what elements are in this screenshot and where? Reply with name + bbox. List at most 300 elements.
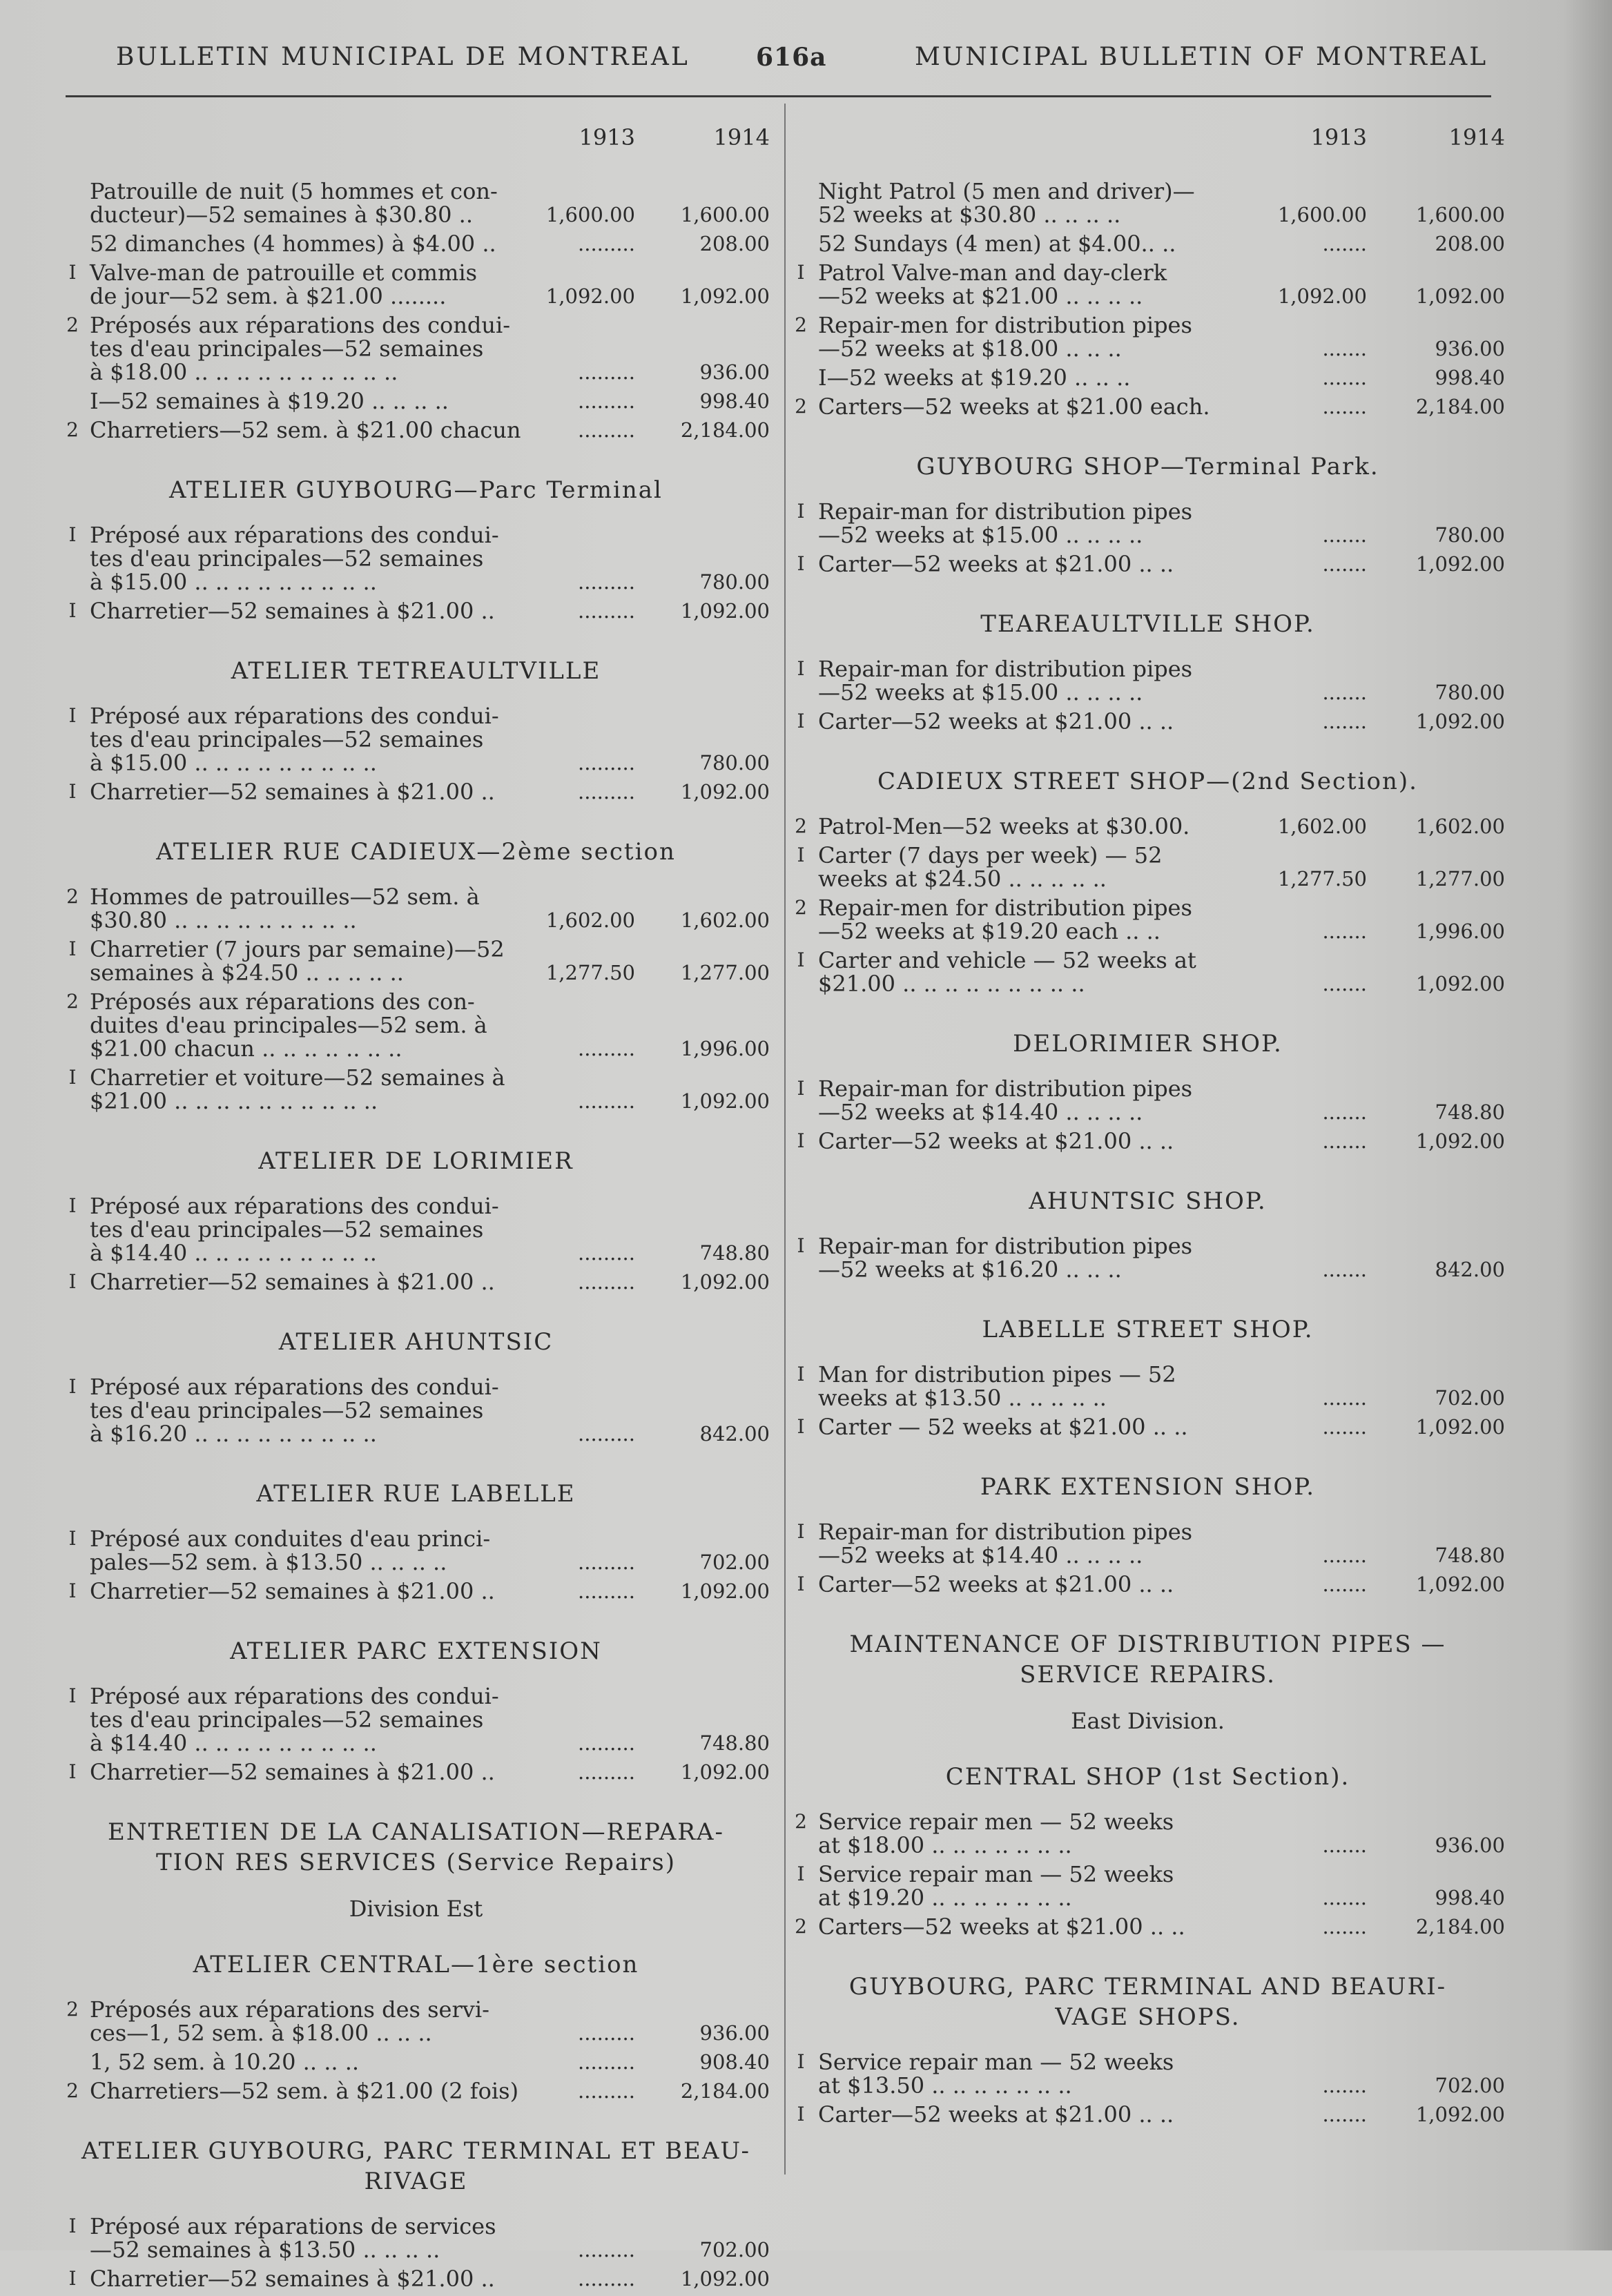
- amount-1914: 1,092.00: [680, 284, 770, 308]
- amount-1914: 702.00: [1435, 1386, 1505, 1410]
- row-description: Night Patrol (5 men and driver)— 52 weeks at $30.80 .. .. .. ..: [818, 178, 1195, 228]
- row-quantity: I: [68, 1194, 77, 1217]
- amount-1914: 1,092.00: [1415, 710, 1505, 733]
- section: [790, 1472, 1505, 1602]
- amount-1914: 1,996.00: [1415, 920, 1505, 943]
- section-title: ATELIER RUE LABELLE: [256, 1480, 576, 1508]
- amount-1913: 1,600.00: [545, 203, 635, 226]
- row-quantity: I: [68, 937, 77, 960]
- row-quantity: I: [797, 844, 805, 866]
- ledger-row: [62, 1579, 770, 1603]
- row-description: Charretier et voiture—52 semaines à $21.00 .. .. .. .. .. .. .. .. .. ..: [90, 1064, 505, 1114]
- amount-1914: 780.00: [1435, 523, 1505, 547]
- ledger-row: [790, 1810, 1505, 1857]
- ledger-row: [62, 704, 770, 775]
- amount-1914: 702.00: [699, 1550, 770, 1574]
- row-quantity: I: [68, 261, 77, 284]
- ledger-row: [790, 179, 1505, 226]
- amount-1913: .......: [1322, 1100, 1367, 1124]
- year-1913: 1913: [1310, 124, 1367, 150]
- section-title: ATELIER PARC EXTENSION: [230, 1637, 602, 1665]
- ledger-row: [790, 232, 1505, 255]
- amount-1914: 998.40: [1435, 1886, 1505, 1909]
- amount-1914: 2,184.00: [680, 2079, 770, 2103]
- section: [790, 1029, 1505, 1158]
- row-quantity: I: [797, 1363, 805, 1385]
- amount-1914: 2,184.00: [1415, 1915, 1505, 1938]
- amount-1914: 936.00: [699, 2021, 770, 2045]
- section-title: CADIEUX STREET SHOP—(2nd Section).: [877, 768, 1418, 795]
- row-description: Carters—52 weeks at $21.00 .. ..: [818, 1914, 1185, 1940]
- amount-1914: 1,602.00: [1415, 815, 1505, 838]
- row-description: Préposé aux réparations des condui- tes d'eau principales—52 semaines à $15.00 .. .. .. .. .. .. .. .. ..: [90, 703, 499, 776]
- amount-1914: 936.00: [699, 360, 770, 384]
- row-quantity: I: [797, 1234, 805, 1257]
- ledger-row: [62, 1194, 770, 1265]
- column-divider: [784, 104, 786, 2175]
- section: [62, 837, 770, 1118]
- row-quantity: I: [797, 1129, 805, 1152]
- section: [62, 1327, 770, 1451]
- amount-1913: .......: [1322, 1573, 1367, 1596]
- amount-1914: 1,277.00: [680, 961, 770, 984]
- row-description: Repair-man for distribution pipes —52 weeks at $14.40 .. .. .. ..: [818, 1519, 1193, 1568]
- amount-1914: 1,092.00: [680, 599, 770, 623]
- ledger-row: [790, 896, 1505, 943]
- amount-1913: 1,092.00: [545, 284, 635, 308]
- amount-1914: 748.80: [699, 1241, 770, 1265]
- row-quantity: 2: [795, 1810, 807, 1833]
- row-description: Charretiers—52 sem. à $21.00 (2 fois): [90, 2078, 519, 2104]
- section-title: AHUNTSIC SHOP.: [1029, 1187, 1267, 1215]
- section: [62, 475, 770, 628]
- ledger-row: [62, 780, 770, 804]
- row-description: I—52 semaines à $19.20 .. .. .. ..: [90, 388, 449, 414]
- ledger-row: [790, 948, 1505, 995]
- row-quantity: 2: [66, 418, 79, 441]
- section: [790, 1186, 1505, 1287]
- amount-1913: .........: [578, 1037, 635, 1060]
- row-description: Service repair men — 52 weeks at $18.00 .. .. .. .. .. .. ..: [818, 1809, 1174, 1858]
- ledger-row: [790, 261, 1505, 308]
- row-quantity: I: [68, 1760, 77, 1783]
- row-description: 52 Sundays (4 men) at $4.00.. ..: [818, 231, 1176, 257]
- page-number: 616a: [756, 43, 827, 72]
- row-description: Carter—52 weeks at $21.00 .. ..: [818, 1128, 1174, 1154]
- section: [62, 1949, 770, 2108]
- header-title-english: MUNICIPAL BULLETIN OF MONTREAL: [915, 43, 1488, 71]
- section-title: ATELIER TETREAULTVILLE: [231, 657, 601, 685]
- section: [790, 1972, 1505, 2132]
- amount-1914: 1,277.00: [1415, 867, 1505, 891]
- ledger-row: [790, 844, 1505, 891]
- ledger-row: [790, 552, 1505, 576]
- section-title: ATELIER CENTRAL—1ère section: [193, 1951, 639, 1978]
- amount-1914: 1,600.00: [1415, 203, 1505, 226]
- amount-1913: .......: [1322, 232, 1367, 255]
- row-description: Carter—52 weeks at $21.00 .. ..: [818, 551, 1174, 577]
- section-title: ENTRETIEN DE LA CANALISATION—REPARA- TION RES SERVICES (Service Repairs): [108, 1818, 724, 1876]
- amount-1914: 1,092.00: [1415, 2103, 1505, 2126]
- ledger-row: [62, 1998, 770, 2045]
- ledger-row: [62, 179, 770, 226]
- amount-1913: .........: [578, 418, 635, 442]
- ledger-row: [62, 885, 770, 932]
- row-quantity: I: [68, 1066, 77, 1089]
- amount-1913: .........: [578, 389, 635, 413]
- amount-1913: .......: [1322, 1886, 1367, 1909]
- amount-1914: 842.00: [699, 1422, 770, 1446]
- section-title: PARK EXTENSION SHOP.: [980, 1473, 1316, 1501]
- section: [790, 1314, 1505, 1444]
- row-quantity: I: [68, 1270, 77, 1293]
- amount-1913: .......: [1322, 1386, 1367, 1410]
- amount-1913: .........: [578, 780, 635, 804]
- amount-1914: 842.00: [1435, 1258, 1505, 1281]
- row-quantity: I: [797, 1862, 805, 1885]
- row-quantity: I: [797, 500, 805, 523]
- row-description: Valve-man de patrouille et commis de jour—52 sem. à $21.00 ........: [90, 260, 478, 309]
- amount-1913: .......: [1322, 1258, 1367, 1281]
- row-quantity: I: [68, 1375, 77, 1398]
- ledger-row: [790, 1234, 1505, 1281]
- row-description: Préposé aux conduites d'eau princi- pales—52 sem. à $13.50 .. .. .. ..: [90, 1526, 491, 1575]
- amount-1913: .........: [578, 1241, 635, 1265]
- amount-1914: 1,996.00: [680, 1037, 770, 1060]
- header-rule: [66, 95, 1491, 97]
- amount-1914: 936.00: [1435, 1833, 1505, 1857]
- row-quantity: I: [797, 1415, 805, 1438]
- year-header: [790, 124, 1505, 179]
- amount-1913: .........: [578, 2238, 635, 2261]
- row-description: Carter—52 weeks at $21.00 .. ..: [818, 708, 1174, 734]
- section-title: LABELLE STREET SHOP.: [982, 1316, 1314, 1343]
- row-description: Hommes de patrouilles—52 sem. à $30.80 .. .. .. .. .. .. .. .. ..: [90, 884, 480, 933]
- row-quantity: I: [68, 1579, 77, 1602]
- row-description: Préposé aux réparations de services —52 semaines à $13.50 .. .. .. ..: [90, 2213, 496, 2263]
- amount-1913: 1,277.50: [545, 961, 635, 984]
- section-title: ATELIER GUYBOURG—Parc Terminal: [169, 476, 663, 504]
- row-quantity: I: [797, 948, 805, 971]
- section-title: ATELIER GUYBOURG, PARC TERMINAL ET BEAU- RIVAGE: [81, 2137, 750, 2195]
- amount-1914: 748.80: [699, 1731, 770, 1755]
- row-description: Patrouille de nuit (5 hommes et con- ducteur)—52 semaines à $30.80 ..: [90, 178, 498, 228]
- ledger-row: [62, 523, 770, 594]
- ledger-row: [62, 937, 770, 984]
- year-1914: 1914: [1448, 124, 1505, 150]
- row-description: Repair-man for distribution pipes —52 weeks at $15.00 .. .. .. ..: [818, 656, 1193, 706]
- section-title: GUYBOURG SHOP—Terminal Park.: [916, 453, 1379, 480]
- amount-1913: 1,602.00: [1277, 815, 1367, 838]
- amount-1913: .........: [578, 1270, 635, 1294]
- amount-1913: .......: [1322, 1544, 1367, 1567]
- amount-1914: 780.00: [699, 751, 770, 775]
- section-title: GUYBOURG, PARC TERMINAL AND BEAURI- VAGE SHOPS.: [848, 1973, 1447, 2031]
- amount-1914: 780.00: [1435, 681, 1505, 704]
- amount-1913: .........: [578, 1760, 635, 1784]
- ledger-row: [62, 389, 770, 413]
- ledger-row: [62, 261, 770, 308]
- amount-1913: .........: [578, 1731, 635, 1755]
- row-quantity: I: [797, 2103, 805, 2125]
- row-description: Carter (7 days per week) — 52 weeks at $24.50 .. .. .. .. ..: [818, 842, 1163, 892]
- amount-1914: 780.00: [699, 570, 770, 594]
- amount-1913: 1,092.00: [1277, 284, 1367, 308]
- row-description: Charretier (7 jours par semaine)—52 semaines à $24.50 .. .. .. .. ..: [90, 936, 505, 986]
- ledger-row: [790, 500, 1505, 547]
- row-description: Repair-man for distribution pipes —52 weeks at $14.40 .. .. .. ..: [818, 1076, 1193, 1125]
- row-quantity: I: [797, 552, 805, 575]
- row-description: Man for distribution pipes — 52 weeks at $13.50 .. .. .. .. ..: [818, 1361, 1176, 1411]
- section: [790, 766, 1505, 1001]
- row-quantity: I: [68, 599, 77, 622]
- ledger-row: [790, 657, 1505, 704]
- section-title: CENTRAL SHOP (1st Section).: [945, 1763, 1350, 1791]
- row-description: Préposé aux réparations des condui- tes d'eau principales—52 semaines à $14.40 .. .. .. .. .. .. .. .. ..: [90, 1193, 499, 1266]
- row-description: Préposé aux réparations des condui- tes d'eau principales—52 semaines à $15.00 .. .. .. .. .. .. .. .. ..: [90, 522, 499, 595]
- ledger-row: [790, 313, 1505, 360]
- amount-1914: 998.40: [699, 389, 770, 413]
- row-description: Préposé aux réparations des condui- tes d'eau principales—52 semaines à $14.40 .. .. .. .. .. .. .. .. ..: [90, 1683, 499, 1756]
- amount-1913: .........: [578, 751, 635, 775]
- row-description: Charretier—52 semaines à $21.00 ..: [90, 1269, 495, 1295]
- ledger-row: [790, 2103, 1505, 2126]
- ledger-row: [62, 1684, 770, 1755]
- amount-1914: 1,600.00: [680, 203, 770, 226]
- amount-1913: .......: [1322, 972, 1367, 995]
- section: [790, 1762, 1505, 1944]
- row-description: Préposés aux réparations des servi- ces—1, 52 sem. à $18.00 .. .. ..: [90, 1996, 489, 2046]
- amount-1913: .........: [578, 2050, 635, 2074]
- ledger-row: [62, 313, 770, 384]
- ledger-row: [790, 395, 1505, 418]
- row-quantity: 2: [795, 1915, 807, 1938]
- ledger-row: [62, 1760, 770, 1784]
- amount-1914: 908.40: [699, 2050, 770, 2074]
- amount-1913: .......: [1322, 920, 1367, 943]
- row-quantity: 2: [66, 990, 79, 1013]
- amount-1913: .........: [578, 1579, 635, 1603]
- amount-1914: 1,092.00: [1415, 284, 1505, 308]
- amount-1913: .......: [1322, 523, 1367, 547]
- amount-1913: .........: [578, 2079, 635, 2103]
- section: [62, 1479, 770, 1608]
- ledger-row: [790, 815, 1505, 838]
- row-description: Carter — 52 weeks at $21.00 .. ..: [818, 1414, 1188, 1440]
- amount-1913: .........: [578, 2021, 635, 2045]
- ledger-row: [62, 990, 770, 1060]
- row-quantity: I: [797, 261, 805, 284]
- amount-1913: .........: [578, 599, 635, 623]
- amount-1913: .......: [1322, 2074, 1367, 2097]
- row-quantity: 2: [66, 2079, 79, 2102]
- amount-1913: .......: [1322, 2103, 1367, 2126]
- row-description: 1, 52 sem. à 10.20 .. .. ..: [90, 2049, 360, 2075]
- section: [790, 451, 1505, 581]
- ledger-row: [790, 710, 1505, 733]
- amount-1913: .......: [1322, 1915, 1367, 1938]
- amount-1913: .......: [1322, 366, 1367, 389]
- row-quantity: 2: [66, 1998, 79, 2021]
- amount-1914: 702.00: [1435, 2074, 1505, 2097]
- amount-1914: 1,092.00: [680, 780, 770, 804]
- amount-1913: .......: [1322, 395, 1367, 418]
- ledger-row: [62, 1527, 770, 1574]
- ledger-row: [62, 599, 770, 623]
- amount-1913: .......: [1322, 1129, 1367, 1153]
- amount-1913: .........: [578, 1089, 635, 1113]
- row-quantity: 2: [66, 313, 79, 336]
- row-description: Charretier—52 semaines à $21.00 ..: [90, 1759, 495, 1785]
- ledger-row: [790, 2050, 1505, 2097]
- ledger-row: [790, 1520, 1505, 1567]
- year-header: [62, 124, 770, 179]
- amount-1914: 2,184.00: [680, 418, 770, 442]
- amount-1913: .......: [1322, 1415, 1367, 1439]
- row-description: Carters—52 weeks at $21.00 each.: [818, 393, 1210, 420]
- amount-1914: 936.00: [1435, 337, 1505, 360]
- amount-1914: 1,092.00: [680, 1089, 770, 1113]
- ledger-row: [62, 2050, 770, 2074]
- section: [62, 1146, 770, 1299]
- amount-1913: .......: [1322, 552, 1367, 576]
- section-title: ATELIER DE LORIMIER: [258, 1147, 574, 1175]
- row-quantity: I: [68, 2267, 77, 2290]
- amount-1913: .........: [578, 360, 635, 384]
- row-description: Préposé aux réparations des condui- tes d'eau principales—52 semaines à $16.20 .. .. .. .. .. .. .. .. ..: [90, 1374, 499, 1447]
- row-quantity: 2: [66, 885, 79, 908]
- row-quantity: I: [68, 523, 77, 546]
- year-1913: 1913: [579, 124, 635, 150]
- amount-1913: .........: [578, 232, 635, 255]
- ledger-row: [790, 1573, 1505, 1596]
- amount-1914: 2,184.00: [1415, 395, 1505, 418]
- row-description: Service repair man — 52 weeks at $19.20 .. .. .. .. .. .. ..: [818, 1861, 1174, 1911]
- section-subtitle: Division Est: [349, 1896, 483, 1922]
- row-quantity: I: [797, 1573, 805, 1595]
- row-quantity: I: [68, 2215, 77, 2237]
- amount-1914: 702.00: [699, 2238, 770, 2261]
- row-quantity: I: [797, 1520, 805, 1543]
- amount-1913: .........: [578, 570, 635, 594]
- french-column: [62, 124, 770, 2296]
- row-description: Préposés aux réparations des condui- tes d'eau principales—52 semaines à $18.00 .. .. .. .. .. .. .. .. .. ..: [90, 312, 511, 385]
- row-quantity: I: [68, 1684, 77, 1707]
- amount-1913: 1,602.00: [545, 908, 635, 932]
- row-description: Carter and vehicle — 52 weeks at $21.00 .. .. .. .. .. .. .. .. ..: [818, 947, 1196, 997]
- row-description: Charretier—52 semaines à $21.00 ..: [90, 779, 495, 805]
- section-title: DELORIMIER SHOP.: [1013, 1030, 1283, 1058]
- ledger-row: [62, 1066, 770, 1113]
- english-column: [790, 124, 1505, 2132]
- amount-1914: 1,092.00: [680, 2267, 770, 2290]
- section: [62, 656, 770, 809]
- section-title: ATELIER RUE CADIEUX—2ème section: [156, 838, 676, 866]
- row-description: Repair-men for distribution pipes —52 weeks at $18.00 .. .. ..: [818, 312, 1192, 362]
- row-quantity: 2: [795, 395, 807, 418]
- ledger-row: [790, 1363, 1505, 1410]
- section-title: MAINTENANCE OF DISTRIBUTION PIPES — SERVICE REPAIRS.: [849, 1631, 1446, 1689]
- row-description: I—52 weeks at $19.20 .. .. ..: [818, 364, 1131, 391]
- row-quantity: 2: [795, 896, 807, 919]
- row-description: Patrol-Men—52 weeks at $30.00.: [818, 813, 1190, 839]
- amount-1913: .......: [1322, 681, 1367, 704]
- amount-1914: 1,602.00: [680, 908, 770, 932]
- ledger-row: [790, 1129, 1505, 1153]
- amount-1914: 1,092.00: [1415, 1415, 1505, 1439]
- amount-1914: 1,092.00: [1415, 1573, 1505, 1596]
- amount-1914: 1,092.00: [1415, 552, 1505, 576]
- ledger-row: [62, 2215, 770, 2261]
- ledger-row: [62, 1375, 770, 1446]
- ledger-row: [790, 1915, 1505, 1938]
- row-description: 52 dimanches (4 hommes) à $4.00 ..: [90, 231, 496, 257]
- amount-1913: .........: [578, 2267, 635, 2290]
- row-description: Préposés aux réparations des con- duites d'eau principales—52 sem. à $21.00 chacun .. .. .. .. .. .. ..: [90, 989, 487, 1062]
- row-description: Repair-man for distribution pipes —52 weeks at $16.20 .. .. ..: [818, 1233, 1193, 1283]
- section: [62, 1636, 770, 1789]
- row-quantity: 2: [795, 815, 807, 837]
- amount-1913: 1,600.00: [1277, 203, 1367, 226]
- row-quantity: I: [68, 704, 77, 727]
- amount-1914: 748.80: [1435, 1100, 1505, 1124]
- ledger-row: [62, 2079, 770, 2103]
- row-quantity: 2: [795, 313, 807, 336]
- amount-1914: 748.80: [1435, 1544, 1505, 1567]
- row-description: Charretier—52 semaines à $21.00 ..: [90, 1578, 495, 1604]
- amount-1913: 1,277.50: [1277, 867, 1367, 891]
- ledger-row: [790, 1415, 1505, 1439]
- row-description: Carter—52 weeks at $21.00 .. ..: [818, 1571, 1174, 1597]
- amount-1914: 1,092.00: [680, 1270, 770, 1294]
- header-title-french: BULLETIN MUNICIPAL DE MONTREAL: [116, 43, 690, 71]
- row-quantity: I: [797, 657, 805, 680]
- section: [790, 1629, 1505, 1734]
- amount-1914: 998.40: [1435, 366, 1505, 389]
- amount-1914: 208.00: [1435, 232, 1505, 255]
- row-description: Repair-men for distribution pipes —52 weeks at $19.20 each .. ..: [818, 895, 1192, 944]
- row-description: Patrol Valve-man and day-clerk —52 weeks at $21.00 .. .. .. ..: [818, 260, 1167, 309]
- ledger-row: [62, 418, 770, 442]
- row-description: Service repair man — 52 weeks at $13.50 .. .. .. .. .. .. ..: [818, 2049, 1174, 2099]
- ledger-row: [62, 2267, 770, 2290]
- amount-1914: 1,092.00: [680, 1760, 770, 1784]
- row-description: Charretier—52 semaines à $21.00 ..: [90, 598, 495, 624]
- amount-1913: .........: [578, 1422, 635, 1446]
- ledger-row: [790, 1077, 1505, 1124]
- ledger-row: [62, 1270, 770, 1294]
- amount-1913: .......: [1322, 1833, 1367, 1857]
- row-description: Charretiers—52 sem. à $21.00 chacun: [90, 417, 521, 443]
- row-description: Charretier—52 semaines à $21.00 ..: [90, 2266, 495, 2292]
- section: [790, 609, 1505, 739]
- section-title: TEAREAULTVILLE SHOP.: [980, 610, 1315, 638]
- row-quantity: I: [797, 2050, 805, 2073]
- row-quantity: I: [797, 1077, 805, 1100]
- section: [62, 2136, 770, 2296]
- amount-1914: 208.00: [699, 232, 770, 255]
- row-quantity: I: [68, 1527, 77, 1550]
- amount-1913: .......: [1322, 337, 1367, 360]
- section-subtitle: East Division.: [1071, 1708, 1225, 1734]
- amount-1913: .......: [1322, 710, 1367, 733]
- row-description: Repair-man for distribution pipes —52 weeks at $15.00 .. .. .. ..: [818, 498, 1193, 548]
- ledger-row: [790, 1862, 1505, 1909]
- amount-1913: .........: [578, 1550, 635, 1574]
- amount-1914: 1,092.00: [1415, 1129, 1505, 1153]
- row-description: Carter—52 weeks at $21.00 .. ..: [818, 2101, 1174, 2128]
- section: [62, 1817, 770, 1922]
